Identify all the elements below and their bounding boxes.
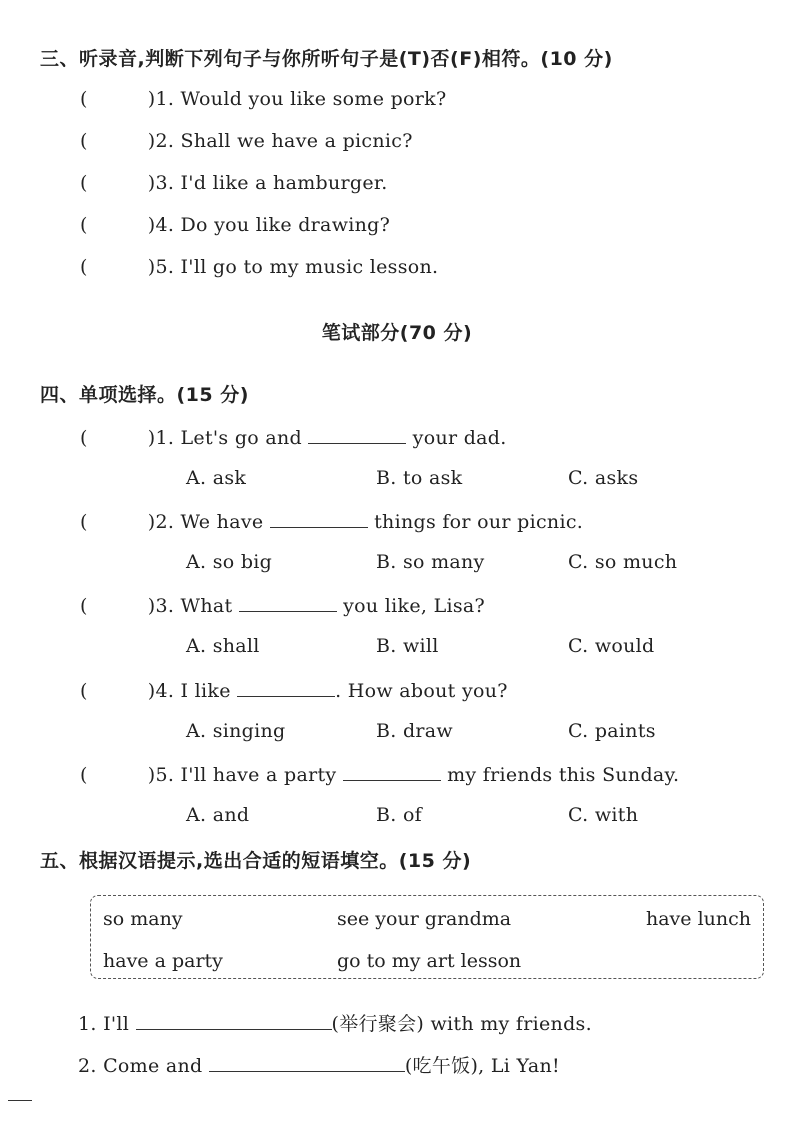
sentence-text: 4. Do you like drawing? xyxy=(155,214,391,236)
section4-title: 四、单项选择。(15 分) xyxy=(40,384,249,406)
tf-item-4: ( )4. Do you like drawing? xyxy=(80,214,391,236)
phrase-option[interactable]: go to my art lesson xyxy=(337,950,522,972)
option-b[interactable]: B. so many xyxy=(376,551,485,573)
option-b[interactable]: B. will xyxy=(376,635,439,657)
mc-question-3: ( )3. What you like, Lisa? xyxy=(80,595,486,617)
answer-paren-open[interactable]: ( xyxy=(80,130,88,152)
phrase-option[interactable]: have lunch xyxy=(645,908,751,930)
fill-sentence-2: 2. Come and (吃午饭), Li Yan! xyxy=(78,1055,560,1077)
blank[interactable] xyxy=(239,593,337,612)
answer-paren-open[interactable]: ( xyxy=(80,88,88,110)
blank[interactable] xyxy=(209,1053,405,1072)
phrase-option[interactable]: so many xyxy=(103,908,183,930)
phrase-bank xyxy=(90,895,764,979)
option-a[interactable]: A. so big xyxy=(186,551,273,573)
sentence-text: 1. Would you like some pork? xyxy=(155,88,447,110)
option-a[interactable]: A. and xyxy=(186,804,250,826)
phrase-option[interactable]: see your grandma xyxy=(337,908,512,930)
option-c[interactable]: C. with xyxy=(568,804,639,826)
tf-item-2: ( )2. Shall we have a picnic? xyxy=(80,130,413,152)
mc-question-1: ( )1. Let's go and your dad. xyxy=(80,427,507,449)
tf-item-5: ( )5. I'll go to my music lesson. xyxy=(80,256,439,278)
answer-paren[interactable]: ( xyxy=(80,427,88,449)
option-a[interactable]: A. ask xyxy=(186,467,247,489)
written-part-title: 笔试部分(70 分) xyxy=(321,322,473,344)
section5-title: 五、根据汉语提示,选出合适的短语填空。(15 分) xyxy=(40,850,472,872)
answer-paren-open[interactable]: ( xyxy=(80,172,88,194)
option-c[interactable]: C. paints xyxy=(568,720,656,742)
option-a[interactable]: A. singing xyxy=(186,720,286,742)
blank[interactable] xyxy=(343,762,441,781)
sentence-text: 3. I'd like a hamburger. xyxy=(155,172,388,194)
blank[interactable] xyxy=(237,678,335,697)
sentence-text: 5. I'll go to my music lesson. xyxy=(155,256,439,278)
phrase-option[interactable]: have a party xyxy=(103,950,223,972)
tf-item-3: ( )3. I'd like a hamburger. xyxy=(80,172,388,194)
answer-paren-open[interactable]: ( xyxy=(80,214,88,236)
blank[interactable] xyxy=(136,1011,332,1030)
mc-question-4: ( )4. I like . How about you? xyxy=(80,680,508,702)
blank[interactable] xyxy=(270,509,368,528)
option-a[interactable]: A. shall xyxy=(186,635,260,657)
option-b[interactable]: B. to ask xyxy=(376,467,463,489)
option-b[interactable]: B. of xyxy=(376,804,423,826)
answer-paren[interactable]: ( xyxy=(80,680,88,702)
section3-title: 三、听录音,判断下列句子与你所听句子是(T)否(F)相符。(10 分) xyxy=(40,48,613,70)
tf-item-1: ( )1. Would you like some pork? xyxy=(80,88,447,110)
blank[interactable] xyxy=(308,425,406,444)
page-edge-mark xyxy=(8,1100,32,1101)
sentence-text: 2. Shall we have a picnic? xyxy=(155,130,413,152)
option-c[interactable]: C. asks xyxy=(568,467,639,489)
answer-paren-open[interactable]: ( xyxy=(80,256,88,278)
answer-paren[interactable]: ( xyxy=(80,511,88,533)
answer-paren[interactable]: ( xyxy=(80,595,88,617)
option-c[interactable]: C. so much xyxy=(568,551,678,573)
mc-question-2: ( )2. We have things for our picnic. xyxy=(80,511,584,533)
fill-sentence-1: 1. I'll (举行聚会) with my friends. xyxy=(78,1013,592,1035)
option-c[interactable]: C. would xyxy=(568,635,655,657)
option-b[interactable]: B. draw xyxy=(376,720,453,742)
answer-paren[interactable]: ( xyxy=(80,764,88,786)
mc-question-5: ( )5. I'll have a party my friends this Sunday. xyxy=(80,764,680,786)
